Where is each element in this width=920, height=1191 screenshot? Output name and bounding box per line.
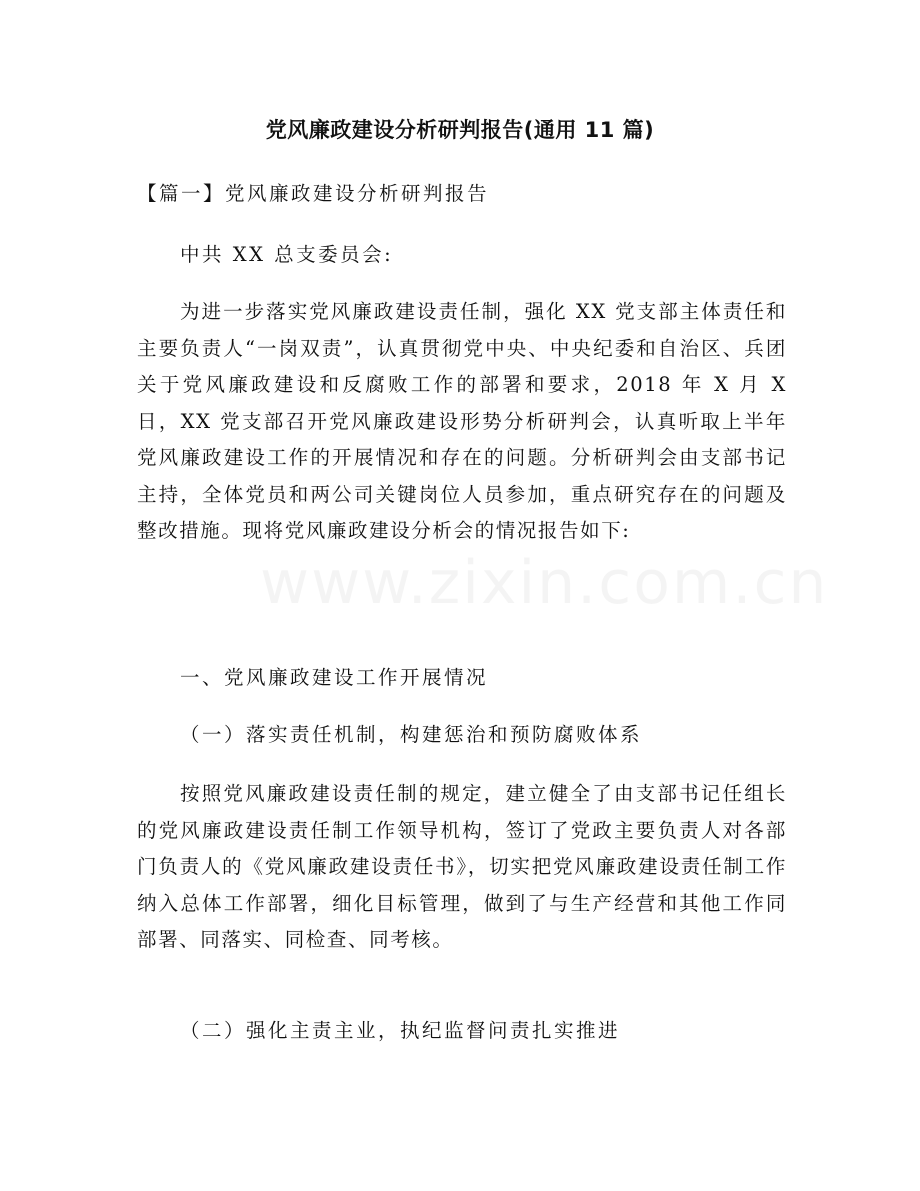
watermark <box>260 548 828 618</box>
section-heading: 【篇一】党风廉政建设分析研判报告 <box>137 182 490 205</box>
salutation: 中共 XX 总支委员会: <box>180 243 394 266</box>
paragraph-responsibility: 按照党风廉政建设责任制的规定，建立健全了由支部书记任组长的党风廉政建设责任制工作领导机构，签订了党政主要负责人对各部门负责人的《党风廉政建设责任书》，切实把党风廉政建设责任制工作纳入总体工作部署，细化目标管理，做到了与生产经营和其他工作同部署、同落实、同检查、同考核。 <box>137 782 787 951</box>
subheading-2: （二）强化主责主业，执纪监督问责扎实推进 <box>180 1019 621 1042</box>
heading-1: 一、党风廉政建设工作开展情况 <box>180 666 489 689</box>
subheading-1: （一）落实责任机制，构建惩治和预防腐败体系 <box>180 723 643 746</box>
document-title: 党风廉政建设分析研判报告(通用 11 篇) <box>265 118 655 142</box>
paragraph-intro: 为进一步落实党风廉政建设责任制，强化 XX 党支部主体责任和主要负责人“一岗双责”，认真贯彻党中央、中央纪委和自治区、兵团关于党风廉政建设和反腐败工作的部署和要求，2018 年 X 月 X 日，XX 党支部召开党风廉政建设形势分析研判会，认真听取上半年党风廉政建设工作的开展情况和存在的问题。分析研判会由支部书记主持，全体党员和两公司关键岗位人员参加，重点研究存在的问题及整改措施。现将党风廉政建设分析会的情况报告如下: <box>137 300 787 542</box>
